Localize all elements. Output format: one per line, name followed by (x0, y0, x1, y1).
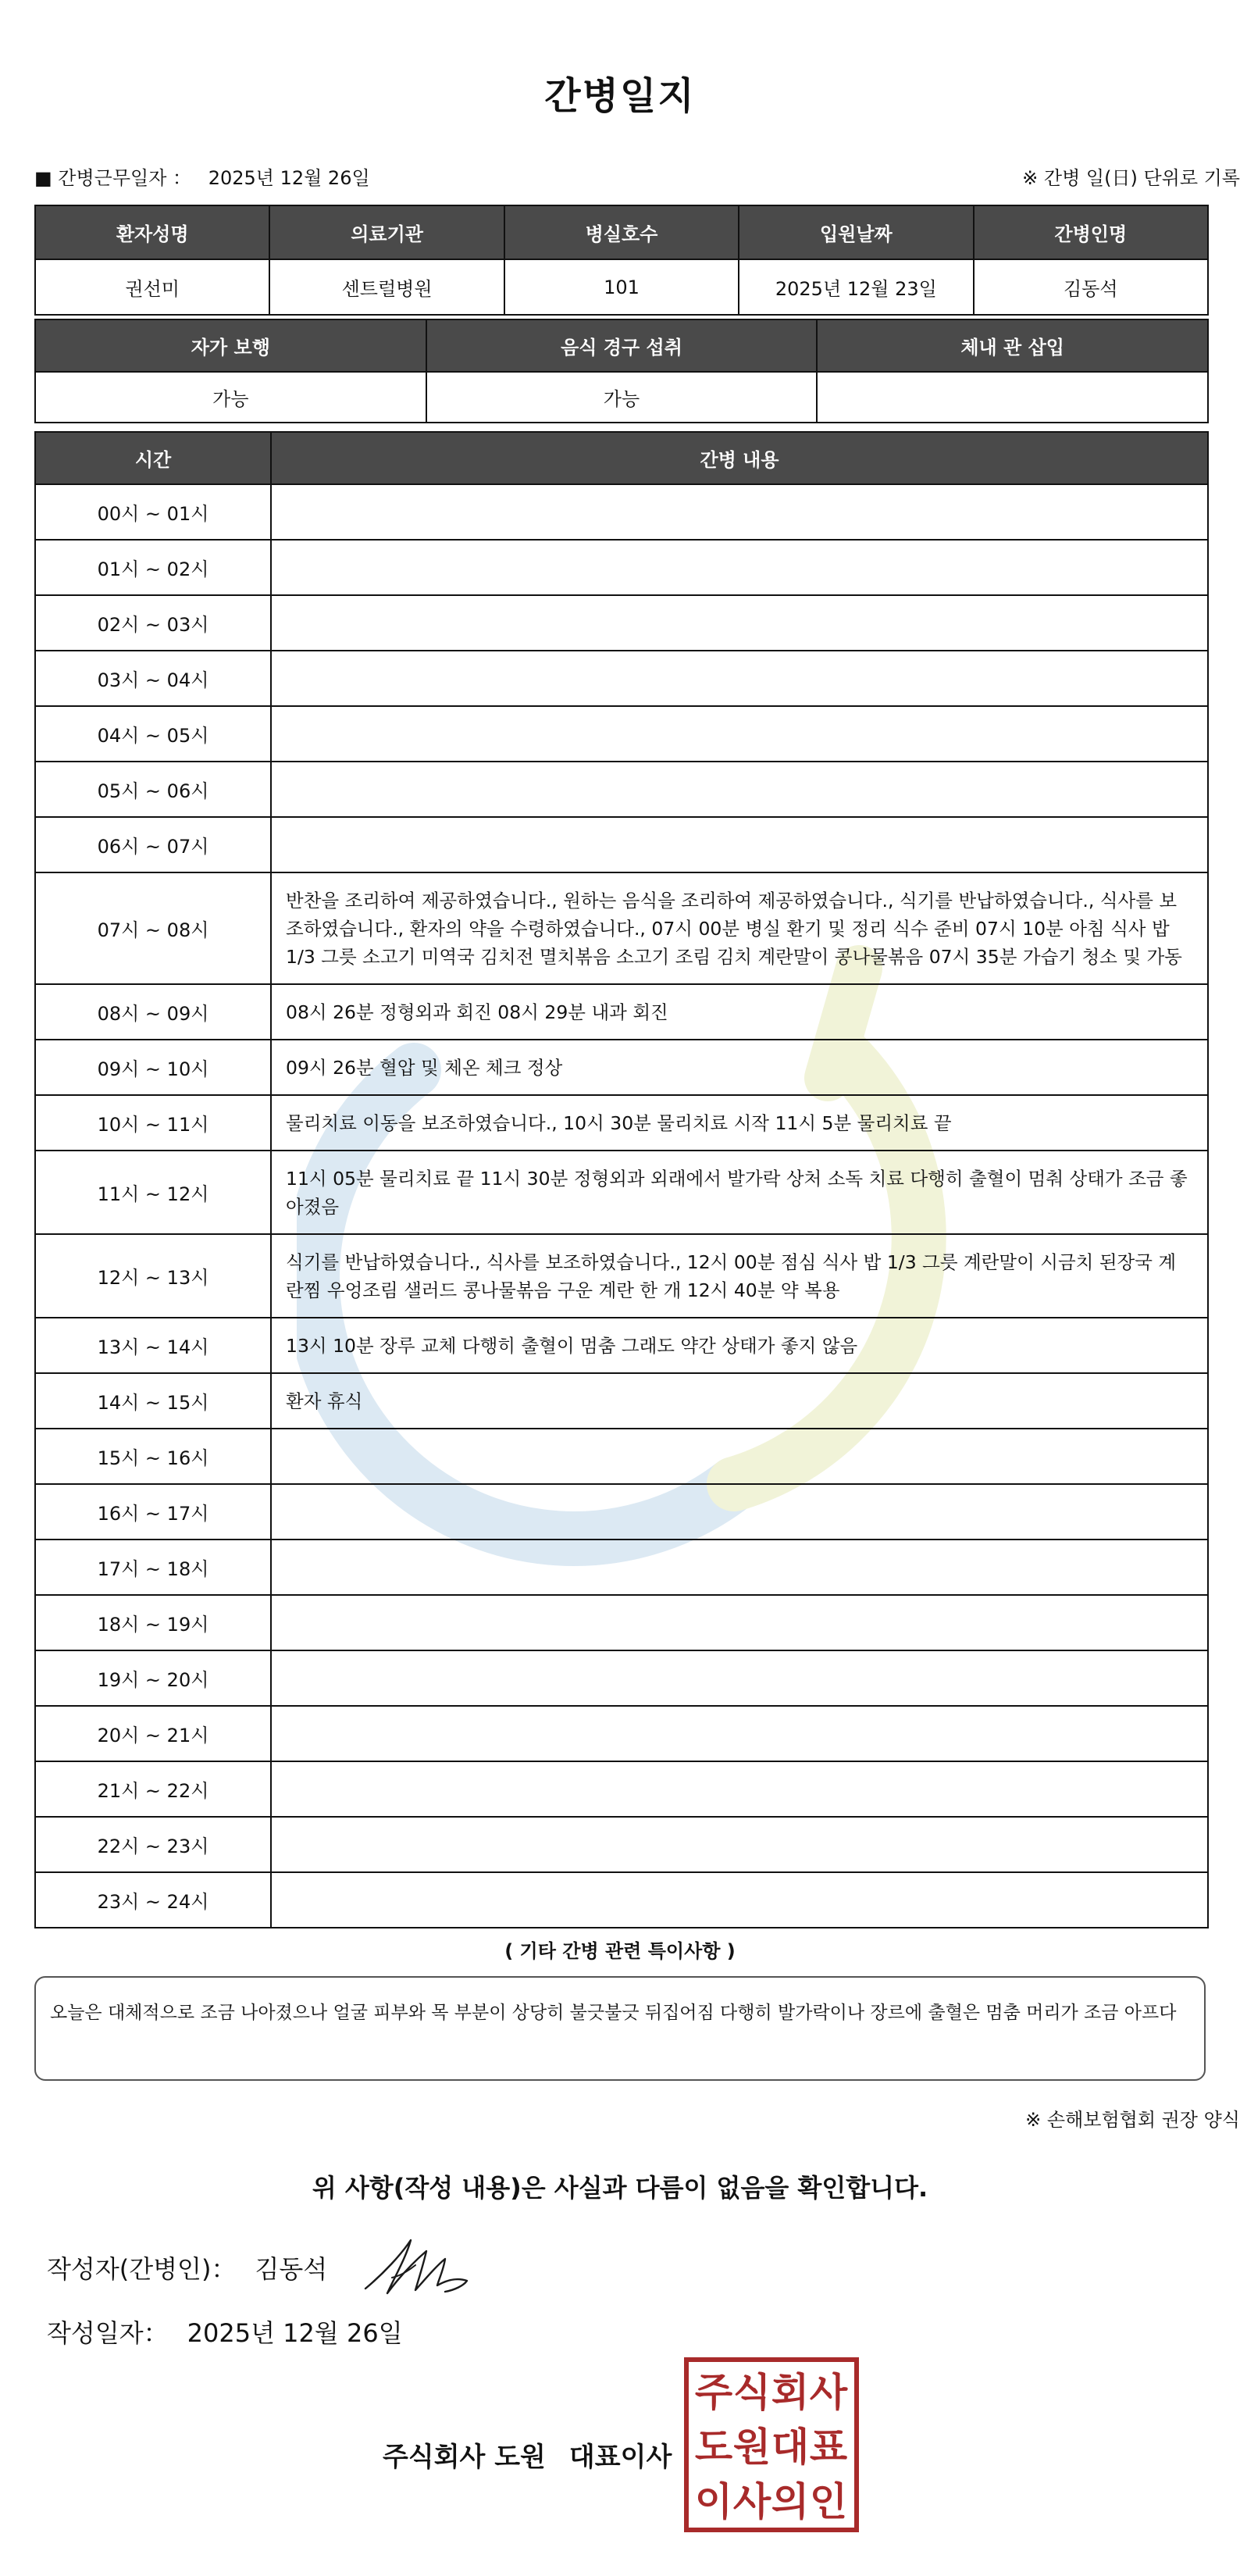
table-row (35, 1817, 1208, 1872)
row-content (271, 1429, 1208, 1484)
row-time: 10시 ~ 11시 (35, 1095, 271, 1151)
row-content (271, 1872, 1208, 1928)
row-content (271, 706, 1208, 762)
row-content: 물리치료 이동을 보조하였습니다., 10시 30분 물리치료 시작 11시 5분 물리치료 끝 (271, 1095, 1208, 1151)
patient-info-table (34, 205, 1209, 316)
room-number: 101 (504, 259, 739, 315)
representative-title: 대표이사 (568, 2442, 672, 2473)
row-time: 02시 ~ 03시 (35, 595, 271, 651)
header-patient-name: 환자성명 (35, 205, 269, 259)
row-time: 00시 ~ 01시 (35, 484, 271, 540)
oral-intake-value: 가능 (426, 372, 818, 423)
svg-text:식: 식 (732, 2370, 771, 2415)
row-content: 식기를 반납하였습니다., 식사를 보조하였습니다., 12시 00분 점심 식사 밥 1/3 그릇 계란말이 시금치 된장국 계란찜 우엉조림 샐러드 콩나물볶음 구운 계란 한 개 12시 40분 약 복용 (271, 1234, 1208, 1318)
row-content (271, 1650, 1208, 1706)
row-time: 05시 ~ 06시 (35, 762, 271, 817)
table-row (35, 1761, 1208, 1817)
table-row (35, 1540, 1208, 1595)
admission-date: 2025년 12월 23일 (739, 259, 973, 315)
row-time: 14시 ~ 15시 (35, 1373, 271, 1429)
svg-text:원: 원 (732, 2424, 771, 2470)
row-time: 12시 ~ 13시 (35, 1234, 271, 1318)
table-row (35, 1595, 1208, 1650)
row-content: 11시 05분 물리치료 끝 11시 30분 정형외과 외래에서 발가락 상처 소독 치료 다행히 출혈이 멈춰 상태가 조금 좋아졌음 (271, 1151, 1208, 1234)
company-seal (684, 2357, 859, 2532)
notes-title: ( 기타 간병 관련 특이사항 ) (504, 1940, 736, 1962)
row-time: 19시 ~ 20시 (35, 1650, 271, 1706)
row-time: 15시 ~ 16시 (35, 1429, 271, 1484)
work-date-label: ■ 간병근무일자 ： (34, 167, 192, 189)
written-date-line (47, 2314, 403, 2349)
row-content: 13시 10분 장루 교체 다행히 출혈이 멈춤 그래도 약간 상태가 좋지 않음 (271, 1318, 1208, 1373)
row-time: 09시 ~ 10시 (35, 1040, 271, 1095)
header-hospital: 의료기관 (269, 205, 504, 259)
row-content (271, 762, 1208, 817)
table-row (35, 540, 1208, 595)
notes-text: 오늘은 대체적으로 조금 나아졌으나 얼굴 피부와 목 부분이 상당히 불긋불긋 뒤집어짐 다행히 발가락이나 장르에 출혈은 멈춤 머리가 조금 아프다 (50, 2003, 1177, 2023)
self-walking-value: 가능 (35, 372, 426, 423)
svg-text:사: 사 (809, 2370, 848, 2415)
header-time: 시간 (35, 432, 271, 484)
table-row (35, 1429, 1208, 1484)
row-content (271, 817, 1208, 872)
svg-text:주: 주 (694, 2370, 733, 2415)
svg-text:표: 표 (809, 2424, 848, 2470)
row-content (271, 484, 1208, 540)
svg-text:사: 사 (732, 2479, 771, 2524)
signature (361, 2231, 494, 2301)
header-tube-insertion: 체내 관 삽입 (817, 319, 1208, 372)
work-date-value: 2025년 12월 26일 (208, 167, 370, 189)
confirmation-statement: 위 사항(작성 내용)은 사실과 다름이 없음을 확인합니다. (312, 2173, 928, 2203)
date-label: 작성일자： (47, 2318, 169, 2348)
svg-text:도: 도 (694, 2424, 733, 2470)
row-content: 환자 휴식 (271, 1373, 1208, 1429)
writer-line (47, 2250, 327, 2285)
company-line (383, 2435, 672, 2474)
table-row (35, 1650, 1208, 1706)
row-content: 반찬을 조리하여 제공하였습니다., 원하는 음식을 조리하여 제공하였습니다., 식기를 반납하였습니다., 식사를 보조하였습니다., 환자의 약을 수령하였습니다., 07시 00분 병실 환기 및 정리 식수 준비 07시 10분 아침 식사 밥 1/3 그릇 소고기 미역국 김치전 멸치볶음 소고기 조림 김치 계란말이 콩나물볶음 07시 35분 가습기 청소 및 가동 (271, 872, 1208, 984)
table-row (35, 595, 1208, 651)
patient-name: 권선미 (35, 259, 269, 315)
row-time: 11시 ~ 12시 (35, 1151, 271, 1234)
table-row (35, 1095, 1208, 1151)
row-time: 01시 ~ 02시 (35, 540, 271, 595)
table-row (35, 651, 1208, 706)
notes-box (34, 1976, 1206, 2081)
table-row (35, 1040, 1208, 1095)
row-time: 13시 ~ 14시 (35, 1318, 271, 1373)
row-content (271, 1595, 1208, 1650)
table-row (35, 1872, 1208, 1928)
row-time: 03시 ~ 04시 (35, 651, 271, 706)
row-content (271, 1484, 1208, 1540)
unit-note: ※ 간병 일(日) 단위로 기록 (1022, 167, 1240, 189)
care-status-table (34, 319, 1209, 423)
row-time: 08시 ~ 09시 (35, 984, 271, 1040)
row-time: 23시 ~ 24시 (35, 1872, 271, 1928)
svg-text:의: 의 (771, 2479, 810, 2524)
table-row (35, 1318, 1208, 1373)
work-date-line (34, 162, 370, 190)
row-time: 22시 ~ 23시 (35, 1817, 271, 1872)
tube-insertion-value (817, 372, 1208, 423)
document-title: 간병일지 (544, 74, 696, 118)
header-self-walking: 자가 보행 (35, 319, 426, 372)
svg-text:이: 이 (694, 2479, 733, 2524)
row-time: 20시 ~ 21시 (35, 1706, 271, 1761)
form-note: ※ 손해보험협회 권장 양식 (1025, 2109, 1240, 2131)
header-caregiver-name: 간병인명 (974, 205, 1208, 259)
table-row (35, 1706, 1208, 1761)
table-row (35, 1373, 1208, 1429)
table-row (35, 984, 1208, 1040)
row-content (271, 1817, 1208, 1872)
company-name: 주식회사 도원 (383, 2442, 546, 2473)
row-content (271, 1540, 1208, 1595)
row-time: 18시 ~ 19시 (35, 1595, 271, 1650)
hospital-name: 센트럴병원 (269, 259, 504, 315)
header-oral-intake: 음식 경구 섭취 (426, 319, 818, 372)
row-time: 17시 ~ 18시 (35, 1540, 271, 1595)
row-time: 21시 ~ 22시 (35, 1761, 271, 1817)
table-row (35, 706, 1208, 762)
care-log-table (34, 431, 1209, 1928)
date-value: 2025년 12월 26일 (187, 2318, 403, 2348)
row-content (271, 1706, 1208, 1761)
row-content: 08시 26분 정형외과 회진 08시 29분 내과 회진 (271, 984, 1208, 1040)
table-row (35, 872, 1208, 984)
writer-label: 작성자(간병인)： (47, 2254, 237, 2284)
row-time: 04시 ~ 05시 (35, 706, 271, 762)
table-row (35, 1234, 1208, 1318)
row-content: 09시 26분 혈압 및 체온 체크 정상 (271, 1040, 1208, 1095)
row-time: 06시 ~ 07시 (35, 817, 271, 872)
table-row (35, 762, 1208, 817)
table-row (35, 484, 1208, 540)
table-row (35, 1484, 1208, 1540)
svg-text:회: 회 (771, 2370, 810, 2415)
svg-text:대: 대 (771, 2424, 810, 2470)
writer-name: 김동석 (255, 2254, 328, 2284)
row-content (271, 1761, 1208, 1817)
row-time: 07시 ~ 08시 (35, 872, 271, 984)
row-time: 16시 ~ 17시 (35, 1484, 271, 1540)
table-row (35, 1151, 1208, 1234)
header-admission-date: 입원날짜 (739, 205, 973, 259)
row-content (271, 540, 1208, 595)
table-row (35, 817, 1208, 872)
header-room: 병실호수 (504, 205, 739, 259)
row-content (271, 651, 1208, 706)
header-care-content: 간병 내용 (271, 432, 1208, 484)
svg-text:인: 인 (809, 2479, 848, 2524)
row-content (271, 595, 1208, 651)
caregiver-name: 김동석 (974, 259, 1208, 315)
